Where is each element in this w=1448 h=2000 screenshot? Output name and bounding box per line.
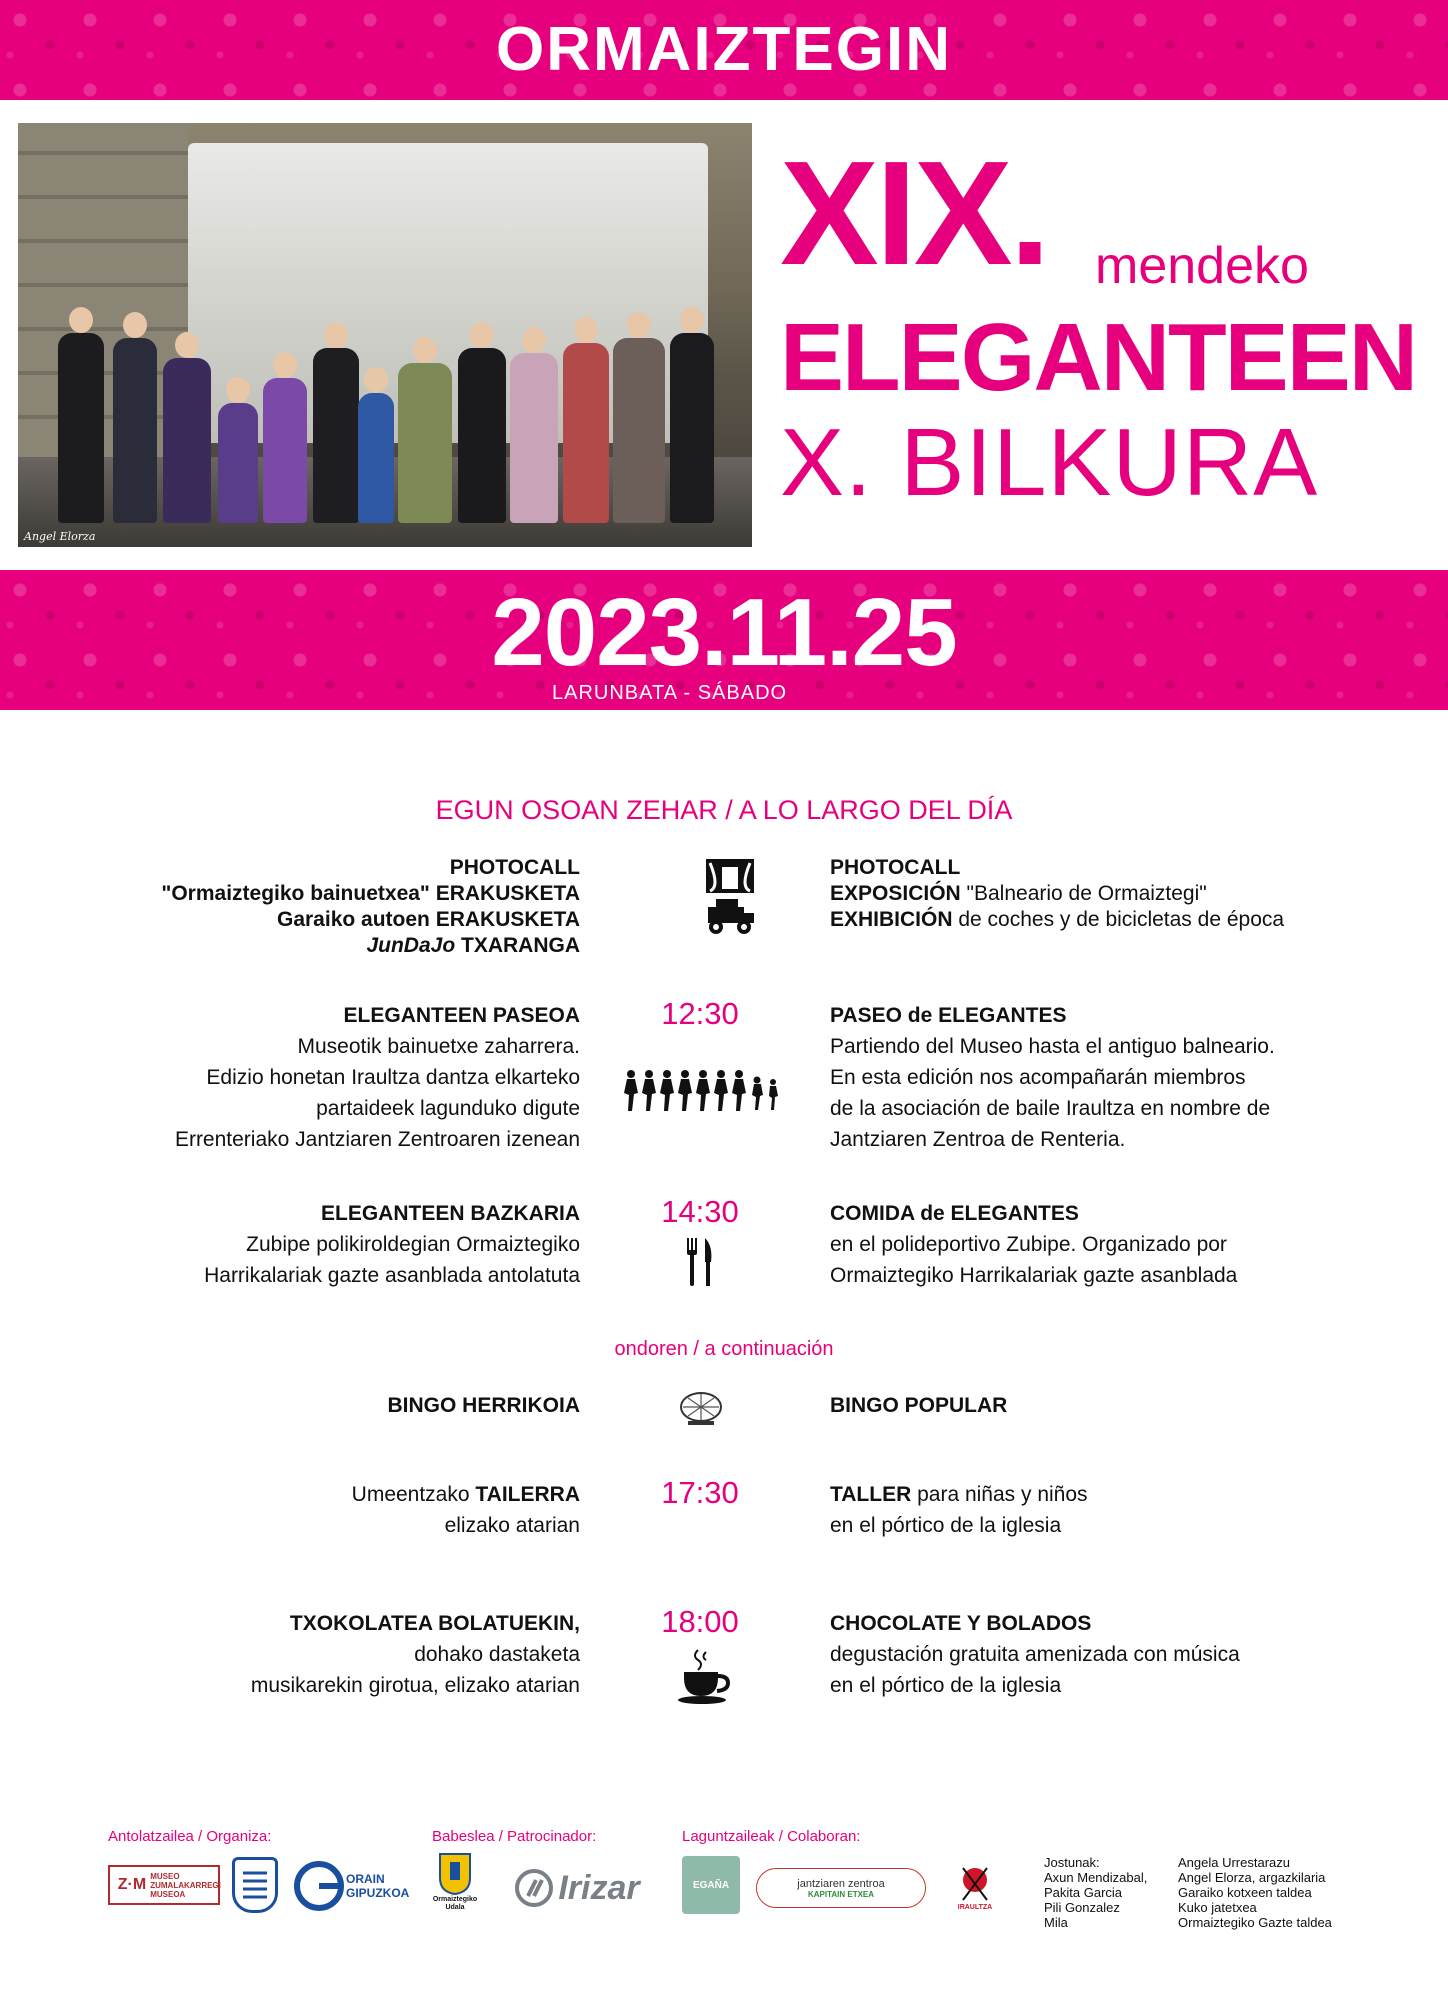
row-right-text: PHOTOCALL EXPOSICIÓN "Balneario de Ormaiztegi" EXHIBICIÓN de coches y de bicicletas de época — [830, 856, 1285, 931]
event-day: LARUNBATA - SÁBADO — [552, 682, 788, 704]
town-title: ORMAIZTEGIN — [496, 15, 952, 84]
crowd-figures — [58, 313, 718, 523]
egana-logo: EGAÑA — [682, 1856, 740, 1914]
row-left-text: BINGO HERRIKOIA — [387, 1394, 580, 1417]
row-right-text: COMIDA de ELEGANTES en el polideportivo Zubipe. Organizado por Ormaiztegiko Harrikalariak gazte asanblada — [830, 1202, 1238, 1287]
row-right-text: CHOCOLATE Y BOLADOS degustación gratuita amenizada con música en el pórtico de la iglesia — [830, 1612, 1240, 1697]
bingo-drum-icon — [678, 1391, 724, 1432]
zumalakarregi-museum-logo: Z·M MUSEO ZUMALAKARREGI MUSEOA — [108, 1865, 220, 1905]
row-left-text: PHOTOCALL "Ormaiztegiko bainuetxea" ERAKUSKETA Garaiko autoen ERAKUSKETA JunDaJo TXARANGA — [161, 856, 580, 957]
group-photo — [18, 123, 752, 547]
ormaiztegi-udala-logo: Ormaiztegiko Udala — [430, 1845, 480, 1919]
section-title: EGUN OSOAN ZEHAR / A LO LARGO DEL DÍA — [435, 795, 1013, 825]
collaborators-label: Laguntzaileak / Colaboran: — [682, 1828, 861, 1845]
headline-century: XIX. — [780, 131, 1048, 296]
row-left-text: TXOKOLATEA BOLATUEKIN, dohako dastaketa musikarekin girotua, elizako atarian — [250, 1612, 580, 1697]
event-time: 14:30 — [661, 1194, 739, 1229]
walking-people-icon — [623, 1068, 783, 1117]
gipuzkoa-shield-logo — [232, 1857, 278, 1913]
orain-gipuzkoa-logo: ORAIN GIPUZKOA — [288, 1858, 420, 1914]
irizar-logo: Irizar — [496, 1868, 658, 1908]
row-right-text: TALLER para niñas y niños en el pórtico de la iglesia — [830, 1483, 1088, 1537]
headline-edition: X. BILKURA — [780, 409, 1319, 516]
event-time: 12:30 — [661, 996, 739, 1031]
row-left-text: ELEGANTEEN PASEOA Museotik bainuetxe zaharrera. Edizio honetan Iraultza dantza elkarteko partaideek lagunduko digute Errenteriako Jantziaren Zentroaren izenean — [174, 1004, 580, 1151]
credits-column-1: Jostunak: Axun Mendizabal, Pakita Garcia Pili Gonzalez Mila — [1044, 1855, 1148, 1930]
coffee-cup-icon — [676, 1648, 736, 1713]
iraultza-logo: IRAULTZA — [948, 1858, 1002, 1916]
top-band — [0, 0, 1448, 100]
credits-column-2: Angela Urrestarazu Angel Elorza, argazkilaria Garaiko kotxeen taldea Kuko jatetxea Ormaiztegiko Gazte taldea — [1178, 1855, 1332, 1930]
fork-knife-icon — [685, 1238, 715, 1291]
event-time: 17:30 — [661, 1475, 739, 1510]
sponsor-label: Babeslea / Patrocinador: — [432, 1828, 597, 1845]
row-left-text: ELEGANTEEN BAZKARIA Zubipe polikiroldegian Ormaiztegiko Harrikalariak gazte asanblada antolatuta — [204, 1202, 580, 1287]
organizer-label: Antolatzailea / Organiza: — [108, 1828, 272, 1845]
jantziaren-zentroa-logo: jantziaren zentroa KAPITAIN ETXEA — [756, 1868, 926, 1908]
headline-eleganteen: ELEGANTEEN — [780, 304, 1417, 411]
row-right-text: BINGO POPULAR — [830, 1394, 1008, 1417]
photo-credit: Angel Elorza — [24, 530, 96, 543]
interlude-label: ondoren / a continuación — [614, 1338, 834, 1360]
stage-and-vintage-car-icon — [700, 857, 760, 942]
row-right-text: PASEO de ELEGANTES Partiendo del Museo hasta el antiguo balneario. En esta edición nos acompañarán miembros de la asociación de baile Iraultza en nombre de Jantziaren Zentroa de Renteria. — [830, 1004, 1275, 1151]
headline-mendeko: mendeko — [1095, 237, 1309, 295]
event-time: 18:00 — [661, 1604, 739, 1639]
date-band — [0, 570, 1448, 710]
row-left-text: Umeentzako TAILERRA elizako atarian — [351, 1483, 580, 1537]
event-date: 2023.11.25 — [491, 579, 957, 686]
